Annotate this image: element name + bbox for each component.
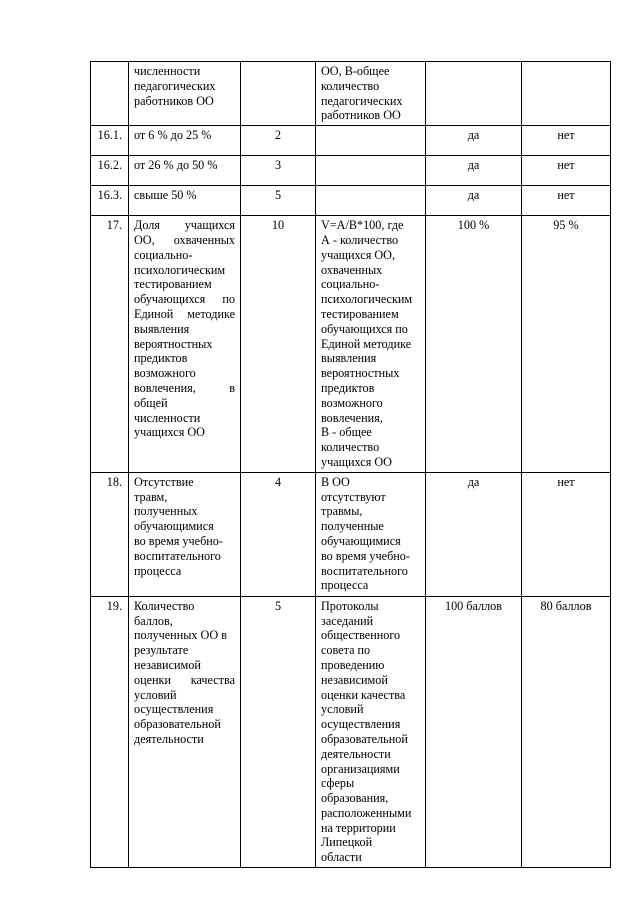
criterion-name-cell (129, 596, 241, 867)
formula-line: совета по (321, 643, 371, 658)
row-number-cell (91, 156, 129, 186)
row-number: 19. (106, 598, 122, 613)
criterion-name-line: тестированием (134, 277, 212, 292)
criterion-name-cell (129, 186, 241, 216)
points-cell (241, 472, 316, 596)
points-cell (241, 62, 316, 126)
formula-line: психологическим (321, 292, 413, 307)
value-2: нет (557, 188, 575, 203)
criterion-name-line: Отсутствие (134, 474, 194, 489)
row-number-cell (91, 126, 129, 156)
criterion-name-line: численности (134, 410, 201, 425)
formula-line: независимой (321, 672, 388, 687)
criterion-name-line: Количество (134, 598, 195, 613)
value-2-cell (522, 216, 611, 473)
criterion-name-line: воспитательного (134, 548, 221, 563)
criterion-name-line: травм, (134, 489, 168, 504)
row-number-cell (91, 596, 129, 867)
value-2: нет (557, 474, 575, 489)
criterion-name-line: независимой (134, 657, 201, 672)
row-number: 16.2. (97, 158, 122, 173)
formula-line: учащихся ОО, (321, 247, 395, 262)
row-number: 16.3. (97, 188, 122, 203)
points-value: 3 (274, 158, 282, 173)
criterion-name-cell (129, 126, 241, 156)
criterion-name-cell (129, 156, 241, 186)
criteria-table (90, 61, 611, 868)
criterion-name-line: психологическим (134, 262, 226, 277)
formula-line: заседаний (321, 613, 374, 628)
formula-line: отсутствуют (321, 489, 386, 504)
table-row (91, 62, 611, 126)
formula-line: ОО, В-общее (321, 64, 390, 78)
value-1: да (467, 158, 480, 173)
formula-line: обучающимися (321, 533, 401, 548)
criterion-name-line: осуществления (134, 702, 214, 717)
row-number-cell (91, 216, 129, 473)
formula-line: образовательной (321, 731, 408, 746)
formula-line: А - количество (321, 232, 399, 247)
criterion-name-line: Доля учащихся (134, 218, 235, 233)
criterion-name-cell (129, 62, 241, 126)
formula-line: предиктов (321, 380, 375, 395)
formula-line: работников ОО (321, 108, 401, 123)
formula-line: во время учебно- (321, 548, 410, 563)
criterion-name-cell (129, 472, 241, 596)
value-2-cell (522, 472, 611, 596)
criterion-name-line: вовлечения, в (134, 380, 235, 395)
points-value: 5 (274, 188, 282, 203)
formula-line: возможного (321, 395, 383, 410)
criterion-name-line: обучающимися (134, 519, 214, 534)
table-row (91, 596, 611, 867)
criterion-name-line: выявления (134, 321, 190, 336)
row-number-cell (91, 472, 129, 596)
formula-line: деятельности (321, 746, 391, 761)
criterion-name-line: образовательной (134, 717, 221, 732)
formula-line: области (321, 850, 362, 865)
value-1-cell (426, 596, 522, 867)
formula-line: Протоколы (321, 598, 379, 613)
formula-cell (316, 472, 426, 596)
row-number: 16.1. (97, 128, 122, 143)
value-2: 80 баллов (540, 598, 592, 613)
criterion-name-line: оценки качества (134, 672, 235, 687)
points-value: 4 (274, 474, 282, 489)
formula-line: вероятностных (321, 366, 400, 381)
formula-line: расположенными (321, 805, 412, 820)
value-2-cell (522, 596, 611, 867)
table-row (91, 186, 611, 216)
criterion-name-line: во время учебно- (134, 533, 223, 548)
value-1-cell (426, 186, 522, 216)
points-cell (241, 156, 316, 186)
formula-line: количество (321, 440, 380, 455)
formula-line: В - общее (321, 425, 372, 440)
points-cell (241, 216, 316, 473)
value-1-cell (426, 216, 522, 473)
formula-line: тестированием (321, 306, 399, 321)
value-2: 95 % (553, 218, 579, 233)
criterion-name-line: условий (134, 687, 177, 702)
value-2-cell (522, 186, 611, 216)
table-row (91, 156, 611, 186)
formula-line: социально- (321, 277, 380, 292)
formula-line: образования, (321, 791, 389, 806)
formula-cell (316, 216, 426, 473)
row-number: 18. (106, 474, 122, 489)
formula-line: осуществления (321, 717, 401, 732)
value-1-cell (426, 126, 522, 156)
table-body (91, 62, 611, 868)
formula-line: проведению (321, 657, 385, 672)
formula-line: обучающихся по (321, 321, 408, 336)
formula-line: оценки качества (321, 687, 406, 702)
formula-line: Липецкой (321, 835, 373, 850)
formula-line: на территории (321, 820, 396, 835)
formula-line: охваченных (321, 262, 383, 277)
row-number-cell (91, 186, 129, 216)
formula-line: общественного (321, 628, 401, 643)
value-2-cell (522, 62, 611, 126)
formula-line: В ОО (321, 474, 350, 489)
value-1-cell (426, 472, 522, 596)
points-value: 5 (274, 598, 282, 613)
points-cell (241, 596, 316, 867)
value-1-cell (426, 62, 522, 126)
row-number: 17. (106, 218, 122, 233)
value-1: 100 % (457, 218, 490, 233)
points-cell (241, 126, 316, 156)
points-value: 10 (271, 218, 285, 233)
table-row (91, 472, 611, 596)
points-value: 2 (274, 128, 282, 143)
value-2: нет (557, 128, 575, 143)
value-1: да (467, 474, 480, 489)
criterion-name-line: педагогических (134, 78, 216, 93)
criterion-name-line: работников ОО (134, 93, 214, 108)
formula-line: выявления (321, 351, 377, 366)
criterion-name-line: социально- (134, 247, 193, 262)
row-number-cell (91, 62, 129, 126)
criterion-name-line: баллов, (134, 613, 173, 628)
criterion-name-line: численности (134, 64, 201, 78)
criterion-name-line: предиктов (134, 351, 188, 366)
formula-line: сферы (321, 776, 355, 791)
formula-cell (316, 62, 426, 126)
formula-line: травмы, (321, 504, 363, 519)
table-row (91, 126, 611, 156)
value-1: да (467, 188, 480, 203)
formula-cell (316, 126, 426, 156)
value-1: да (467, 128, 480, 143)
criterion-name-line: возможного (134, 366, 196, 381)
formula-line: V=A/B*100, где (321, 218, 404, 233)
criterion-name-line: Единой методике (134, 306, 235, 321)
criterion-name-line: процесса (134, 563, 182, 578)
formula-cell (316, 156, 426, 186)
points-cell (241, 186, 316, 216)
value-2-cell (522, 156, 611, 186)
formula-cell (316, 596, 426, 867)
formula-line: Единой методике (321, 336, 412, 351)
criterion-name-line: результате (134, 643, 189, 658)
table-row (91, 216, 611, 473)
value-2: нет (557, 158, 575, 173)
criterion-name-line: от 6 % до 25 % (134, 128, 212, 143)
formula-cell (316, 186, 426, 216)
formula-line: организациями (321, 761, 400, 776)
value-1: 100 баллов (444, 598, 503, 613)
criterion-name-line: полученных ОО в (134, 628, 227, 643)
criterion-name-line: полученных (134, 504, 198, 519)
formula-line: полученные (321, 519, 384, 534)
formula-line: воспитательного (321, 563, 408, 578)
criterion-name-line: общей (134, 395, 168, 410)
formula-line: учащихся ОО (321, 454, 392, 469)
formula-line: вовлечения, (321, 410, 383, 425)
criterion-name-line: деятельности (134, 731, 204, 746)
value-1-cell (426, 156, 522, 186)
criterion-name-line: ОО, охваченных (134, 232, 235, 247)
criterion-name-cell (129, 216, 241, 473)
criterion-name-line: свыше 50 % (134, 188, 197, 203)
criterion-name-line: обучающихся по (134, 292, 235, 307)
criterion-name-line: вероятностных (134, 336, 213, 351)
formula-line: процесса (321, 578, 369, 593)
criterion-name-line: учащихся ОО (134, 425, 205, 440)
value-2-cell (522, 126, 611, 156)
formula-line: количество (321, 78, 380, 93)
formula-line: условий (321, 702, 364, 717)
formula-line: педагогических (321, 93, 403, 108)
criterion-name-line: от 26 % до 50 % (134, 158, 218, 173)
